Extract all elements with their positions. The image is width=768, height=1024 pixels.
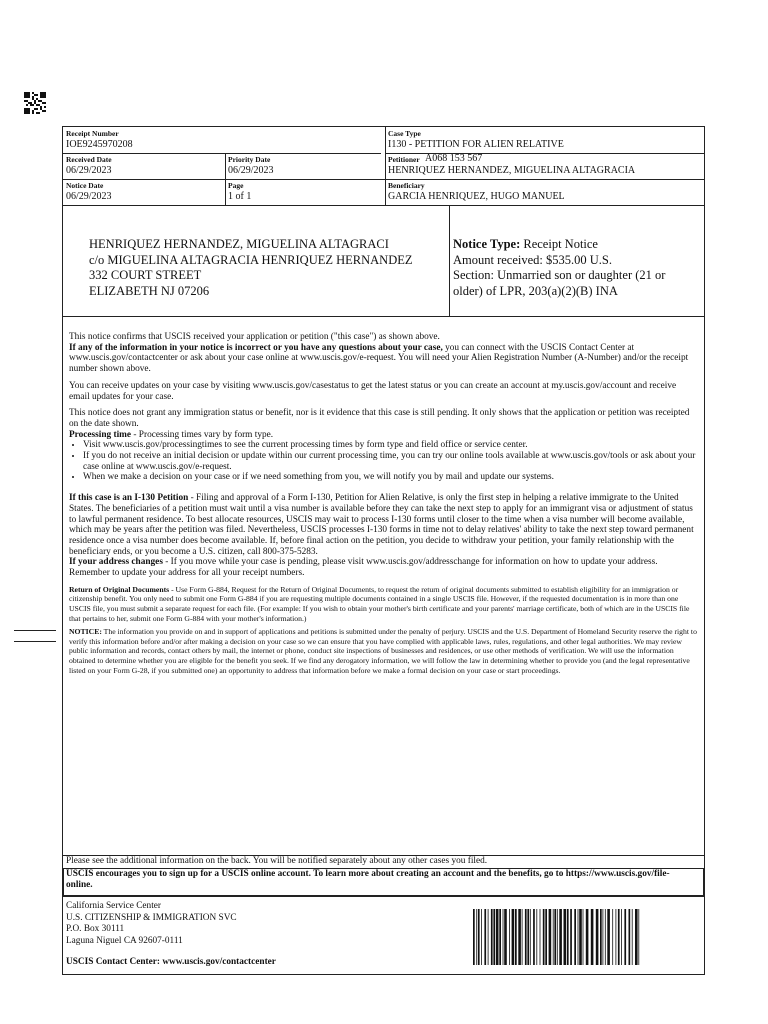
list-item: • When we make a decision on your case or if we need something from you, we will notify you by mail and update our systems.: [83, 472, 699, 483]
service-center-address: [66, 901, 237, 947]
priority-date-label: Priority Date: [228, 155, 271, 164]
received-date-label: Received Date: [66, 155, 112, 164]
case-type-label: Case Type: [388, 129, 421, 138]
list-item: • If you do not receive an initial decision or update within our current processing time, you can try our online tools available at www.uscis.gov/tools or ask about your case online at www.uscis.gov/e-request.: [83, 451, 699, 472]
i130-heading: If this case is an I-130 Petition: [69, 493, 189, 504]
processing-time-heading: Processing time: [69, 429, 132, 440]
received-date: 06/29/2023: [66, 165, 112, 176]
processing-bullets: [69, 440, 699, 483]
notice-summary: [453, 237, 698, 299]
address-line: ELIZABETH NJ 07206: [89, 283, 210, 298]
return-documents-text: - Use Form G-884, Request for the Return of Original Documents, to request the return of original documents submitted to establish eligibility for an immigration or citizenship benefit. You only need to submit one Form G-884 if you are requesting multiple documents contained in a single USCIS file. However, if the requested documentation is in more than one USCIS file, you must submit a separate request for each file. (For example: If you wish to obtain your mother's birth certificate and your parents' marriage certificate, both of which are in the USCIS file that pertains to her, submit one Form G-884 with your mother's information.): [69, 584, 690, 623]
back-info-text: Please see the additional information on the back. You will be notified separately about any other cases you filed.: [66, 856, 488, 866]
notice-date-label: Notice Date: [66, 181, 104, 190]
office-line: U.S. CITIZENSHIP & IMMIGRATION SVC: [66, 912, 237, 923]
processing-time-text: - Processing times vary by form type.: [131, 429, 274, 440]
qr-code-icon: [24, 92, 46, 114]
case-type: I130 - PETITION FOR ALIEN RELATIVE: [388, 139, 564, 150]
notice-frame: [62, 126, 705, 975]
confirmation-text: This notice confirms that USCIS received your application or petition ("this case") as shown above.: [69, 332, 440, 342]
perjury-notice-text: The information you provide on and in support of applications and petitions is submitted under the penalty of perjury. USCIS and the U.S. Department of Homeland Security reserve the right to verify this information before and/or after making a decision on your case so we can ensure that you have complied with applicable laws, rules, regulations, and other legal authorities. We may review public information and records, contact others by mail, the internet or phone, conduct site inspections of businesses and residences, or use other methods of verification. We will use the information obtained to determine whether you are eligible for the benefit you seek. If we find any derogatory information, we will follow the law in determining whether to provide you (and the legal representative listed on your Form G-28, if you submitted one) an opportunity to address that information before we make a formal decision on your case or start proceedings.: [69, 627, 697, 675]
no-status-text: This notice does not grant any immigration status or benefit, nor is it evidence that this case is still pending. It only shows that the application or petition was receipted on the date shown.: [69, 408, 690, 429]
office-line: Laguna Niguel CA 92607-0111: [66, 935, 183, 946]
fold-mark: [14, 641, 56, 642]
office-line: P.O. Box 30111: [66, 924, 125, 934]
beneficiary-name: GARCIA HENRIQUEZ, HUGO MANUEL: [388, 191, 565, 202]
petitioner-a-number: A068 153 567: [425, 153, 483, 164]
office-line: California Service Center: [66, 901, 161, 911]
notice-type-label: Notice Type:: [453, 237, 521, 251]
petitioner-label: Petitioner: [388, 155, 420, 164]
petitioner-name: HENRIQUEZ HERNANDEZ, MIGUELINA ALTAGRACIA: [388, 165, 636, 176]
fold-mark: [14, 630, 56, 631]
amount-received: Amount received: $535.00 U.S.: [453, 252, 613, 267]
barcode-icon: [473, 909, 641, 965]
address-line: HENRIQUEZ HERNANDEZ, MIGUELINA ALTAGRACI: [89, 237, 389, 251]
receipt-number: IOE9245970208: [66, 139, 133, 150]
notice-body: [69, 332, 699, 679]
notice-date: 06/29/2023: [66, 191, 112, 202]
notice-type-value: Receipt Notice: [523, 237, 598, 251]
mailing-address: [89, 237, 413, 299]
i130-text: - Filing and approval of a Form I-130, Petition for Alien Relative, is only the first step in helping a relative immigrate to the United States. The beneficiaries of a petition must wait until a visa number is available before they can take the next step to apply for an immigrant visa or adjustment of status to lawful permanent residence. To best allocate resources, USCIS may wait to process I-130 forms until closer to the time when a visa number will become available, which may be years after the petition was filed. Nevertheless, USCIS processes I-130 forms in time not to delay relatives' ability to take the next step toward permanent residence once a visa number does become available. If, before final action on the petition, you decide to withdraw your petition, your family relationship with the beneficiary ends, or you become a U.S. citizen, call 800-375-5283.: [69, 493, 694, 557]
return-documents-heading: Return of Original Documents: [69, 584, 170, 594]
incorrect-info-heading: If any of the information in your notice is incorrect or you have any questions about your case,: [69, 342, 443, 353]
beneficiary-label: Beneficiary: [388, 181, 425, 190]
section: Section: Unmarried son or daughter (21 or older) of LPR, 203(a)(2)(B) INA: [453, 268, 666, 298]
address-line: 332 COURT STREET: [89, 268, 202, 282]
page-number: 1 of 1: [228, 191, 252, 202]
receipt-number-label: Receipt Number: [66, 129, 119, 138]
address-change-text: - If you move while your case is pending, please visit www.uscis.gov/addresschange for information on how to update your address. Remember to update your address for all your receipt numbers.: [69, 557, 658, 579]
address-line: c/o MIGUELINA ALTAGRACIA HENRIQUEZ HERNANDEZ: [89, 252, 413, 267]
signup-text: USCIS encourages you to sign up for a USCIS online account. To learn more about creating an account and the benefits, go to https://www.uscis.gov/file-online.: [66, 869, 670, 890]
page-label: Page: [228, 181, 244, 190]
updates-text: You can receive updates on your case by visiting www.uscis.gov/casestatus to get the latest status or you can create an account at my.uscis.gov/account and receive email updates for your case.: [69, 380, 677, 402]
incorrect-info-text: you can connect with the USCIS Contact Center at www.uscis.gov/contactcenter or ask about your case online at www.uscis.gov/e-request. You will need your Alien Registration Number (A-Number) and/or the receipt number shown above.: [69, 342, 689, 375]
perjury-notice-heading: NOTICE:: [69, 627, 102, 637]
list-item: • Visit www.uscis.gov/processingtimes to see the current processing times by form type and field office or service center.: [83, 440, 699, 451]
address-change-heading: If your address changes: [69, 557, 163, 568]
contact-center: USCIS Contact Center: www.uscis.gov/contactcenter: [66, 957, 276, 967]
priority-date: 06/29/2023: [228, 165, 274, 176]
